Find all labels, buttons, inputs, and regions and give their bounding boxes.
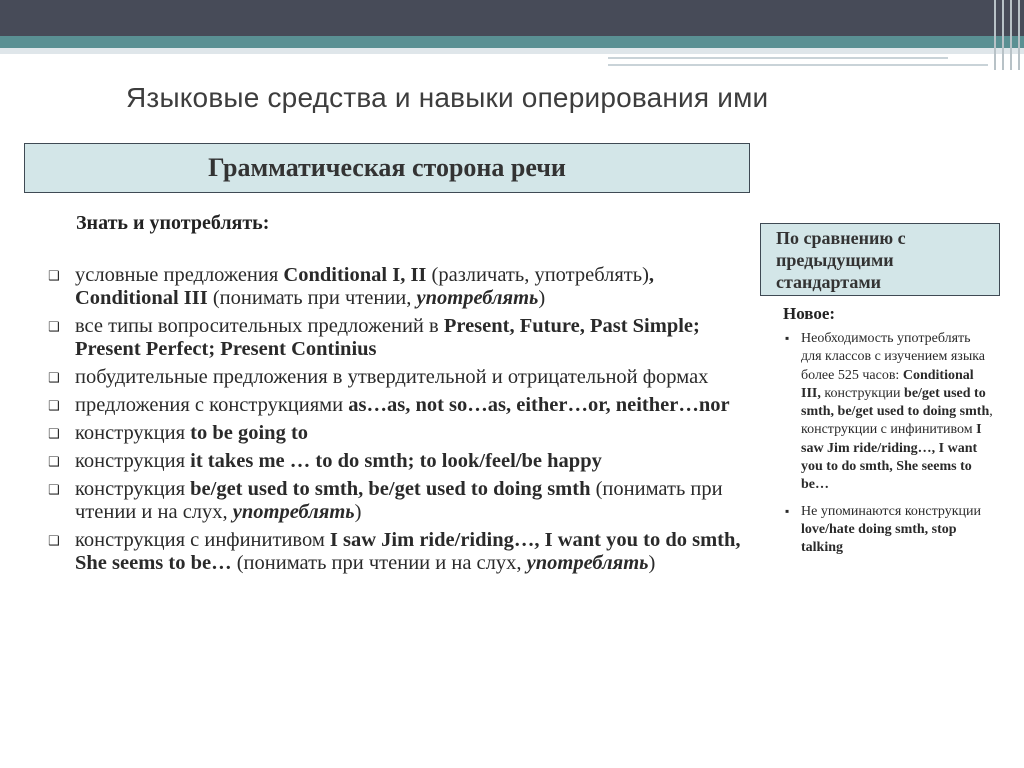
- item-text-run: Conditional I, II: [283, 264, 427, 286]
- item-text-run: все типы вопросительных предложений в: [75, 315, 444, 337]
- item-text-run: to be going to: [190, 422, 309, 444]
- item-text-run: , Conditional III: [75, 264, 655, 309]
- item-text-run: употреблять: [416, 287, 539, 309]
- new-items-list: [783, 330, 993, 566]
- grammar-list: [48, 264, 748, 580]
- item-text-run: Present, Future, Past Simple; Present Perfect; Present Continius: [75, 315, 700, 360]
- item-text-run: as…as, not so…as, either…or, neither…nor: [348, 394, 730, 416]
- side-item-text-run: конструкции: [820, 385, 905, 401]
- new-label: Новое:: [783, 304, 836, 323]
- item-text-run: (различать, употреблять): [426, 264, 649, 286]
- section-header-box: Грамматическая сторона речи: [24, 143, 750, 193]
- item-text-run: it takes me … to do smth; to look/feel/be happy: [190, 450, 602, 472]
- item-text-run: предложения с конструкциями: [75, 394, 349, 416]
- list-item: [48, 366, 748, 389]
- side-item-text-run: Необходимость употреблять для классов с изучением языка более 525 часов:: [801, 331, 986, 383]
- list-item: [48, 529, 748, 575]
- list-item: [48, 478, 748, 524]
- hollow-square-bullet-icon: ❑: [48, 483, 60, 498]
- top-decor-bar-light: [0, 48, 1024, 54]
- hollow-square-bullet-icon: ❑: [48, 269, 60, 284]
- filled-square-bullet-icon: ▪: [785, 503, 790, 518]
- hollow-square-bullet-icon: ❑: [48, 427, 60, 442]
- filled-square-bullet-icon: ▪: [785, 331, 790, 345]
- decor-stripes: [990, 0, 1024, 70]
- item-text-run: конструкция с инфинитивом: [75, 529, 330, 551]
- know-use-label: Знать и употреблять:: [76, 212, 270, 234]
- item-text-run: (понимать при чтении и на слух,: [75, 478, 723, 523]
- hollow-square-bullet-icon: ❑: [48, 371, 60, 386]
- item-text-run: условные предложения: [75, 264, 284, 286]
- item-text-run: конструкция: [75, 422, 191, 444]
- item-text-run: (понимать при чтении и на слух,: [231, 552, 527, 574]
- side-item-text-run: be/get used to smth, be/get used to doing smth: [801, 385, 990, 420]
- hollow-square-bullet-icon: ❑: [48, 455, 60, 470]
- item-text-run: побудительные предложения в утвердительной и отрицательной формах: [75, 366, 709, 388]
- side-item-text-run: Не упоминаются конструкции: [801, 503, 982, 519]
- side-list-item: [783, 330, 993, 495]
- list-item: [48, 422, 748, 445]
- side-list-item: [783, 503, 993, 558]
- top-decor-bar-dark: [0, 0, 1024, 36]
- list-item: [48, 450, 748, 473]
- item-text-run: конструкция: [75, 478, 191, 500]
- list-item: [48, 394, 748, 417]
- decor-line: [608, 64, 988, 66]
- item-text-run: ): [354, 501, 362, 523]
- item-text-run: употреблять: [526, 552, 649, 574]
- item-text-run: be/get used to smth, be/get used to doing smth: [190, 478, 591, 500]
- hollow-square-bullet-icon: ❑: [48, 534, 60, 549]
- side-item-text-run: I saw Jim ride/riding…, I want you to do smth, She seems to be…: [801, 422, 982, 493]
- side-item-text-run: , конструкции с инфинитивом: [801, 404, 993, 438]
- side-item-text-run: Conditional III,: [801, 367, 974, 401]
- side-item-text-run: love/hate doing smth, stop talking: [801, 521, 957, 556]
- slide-title: Языковые средства и навыки оперирования ими: [126, 82, 769, 113]
- list-item: [48, 315, 748, 361]
- item-text-run: (понимать при чтении,: [207, 287, 417, 309]
- hollow-square-bullet-icon: ❑: [48, 399, 60, 414]
- decor-line: [608, 57, 948, 59]
- item-text-run: I saw Jim ride/riding…, I want you to do smth, She seems to be…: [75, 529, 741, 574]
- top-decor-bar-teal: [0, 36, 1024, 48]
- item-text-run: ): [538, 287, 546, 309]
- item-text-run: ): [648, 552, 656, 574]
- hollow-square-bullet-icon: ❑: [48, 320, 60, 335]
- list-item: [48, 264, 748, 310]
- item-text-run: конструкция: [75, 450, 191, 472]
- item-text-run: употреблять: [232, 501, 355, 523]
- comparison-box: По сравнению с предыдущими стандартами: [760, 223, 1000, 296]
